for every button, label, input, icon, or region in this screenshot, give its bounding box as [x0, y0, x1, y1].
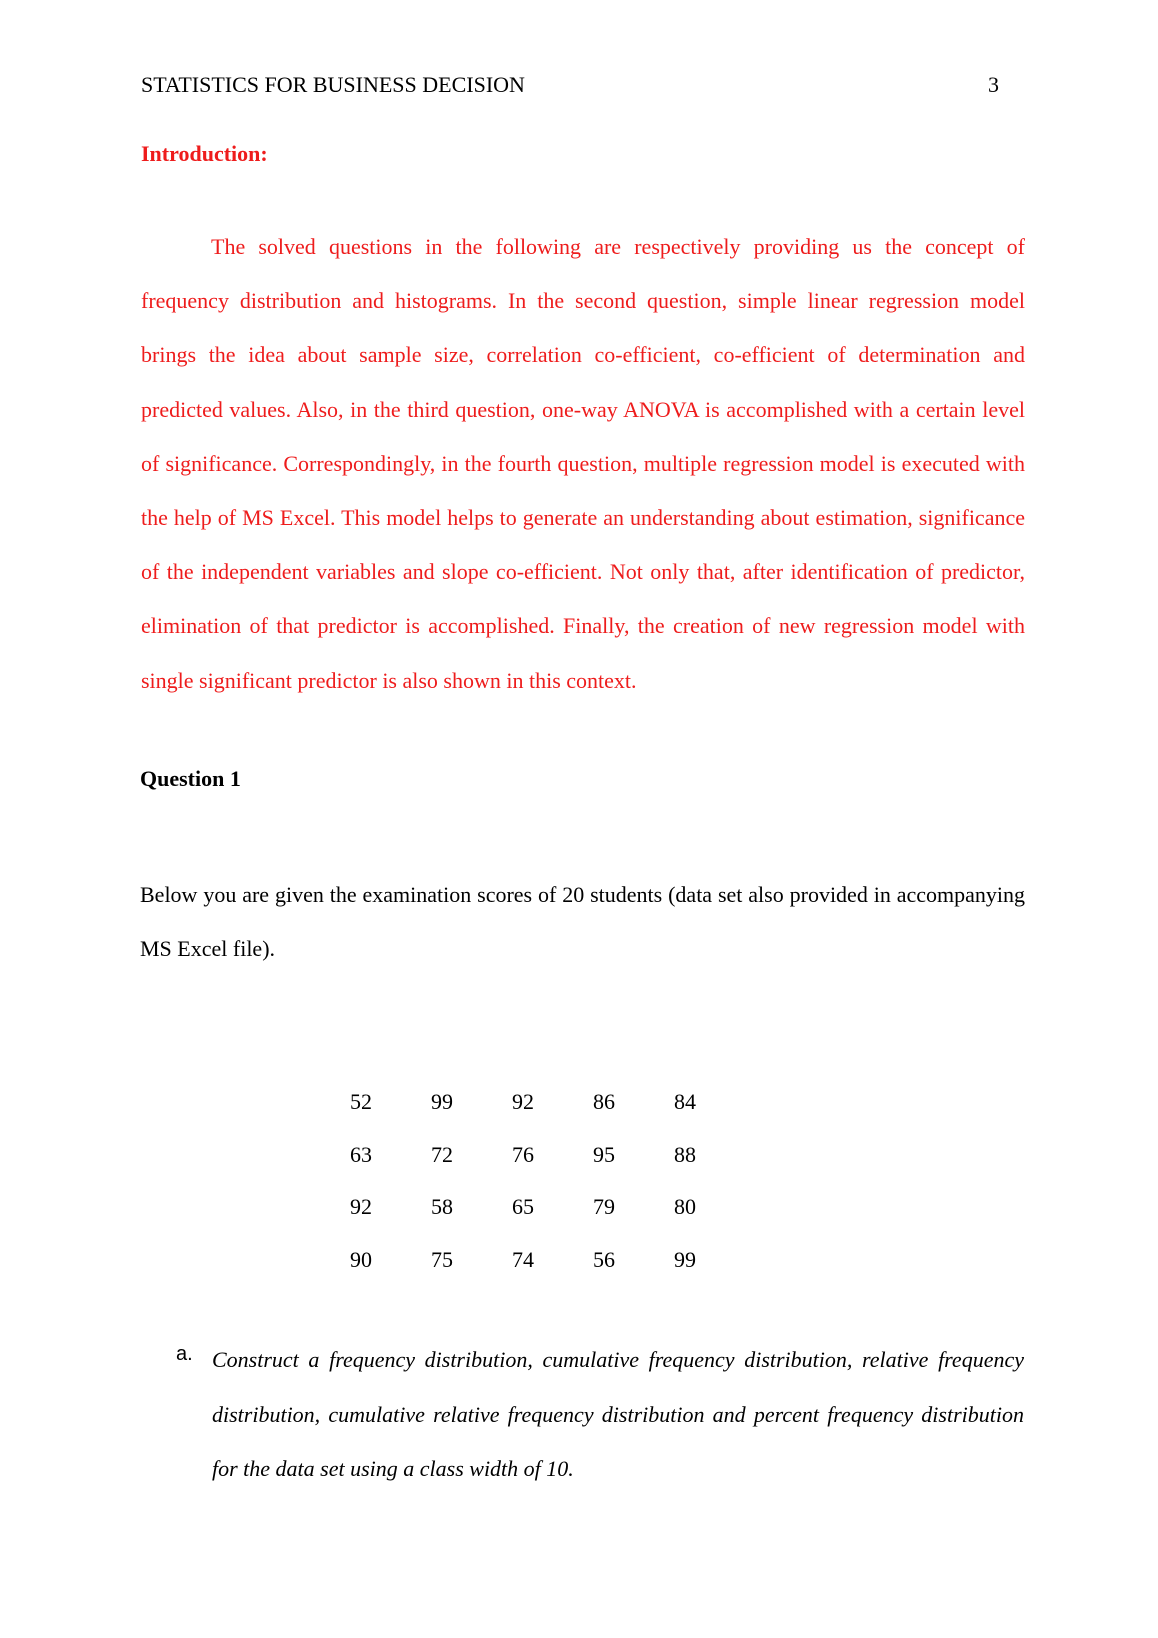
scores-table: [330, 1076, 735, 1286]
running-head: [141, 70, 999, 100]
score-cell: 86: [593, 1089, 615, 1115]
score-cell: 74: [512, 1246, 534, 1272]
score-cell: 79: [593, 1194, 615, 1220]
score-cell: 99: [674, 1246, 696, 1272]
running-head-title: STATISTICS FOR BUSINESS DECISION: [141, 72, 525, 97]
score-cell: 92: [512, 1089, 534, 1115]
question-1-intro: Below you are given the examination scores of 20 students (data set also provided in accompanying MS Excel file).: [140, 882, 1025, 961]
score-cell: 80: [674, 1194, 696, 1220]
table-row: [330, 1234, 735, 1287]
score-cell: 99: [431, 1089, 453, 1115]
table-row: [330, 1129, 735, 1182]
score-cell: 65: [512, 1194, 534, 1220]
score-cell: 72: [431, 1141, 453, 1167]
table-row: [330, 1076, 735, 1129]
table-row: [330, 1181, 735, 1234]
part-a-text: Construct a frequency distribution, cumulative frequency distribution, relative frequency distribution, cumulative relative frequency distribution and percent frequency distribution for the data set using a class width of 10.: [212, 1347, 1024, 1481]
score-cell: 90: [350, 1246, 372, 1272]
score-cell: 52: [350, 1089, 372, 1115]
score-cell: 76: [512, 1141, 534, 1167]
introduction-paragraph: The solved questions in the following are respectively providing us the concept of frequency distribution and histograms. In the second question, simple linear regression model brings the idea about sample size, correlation co-efficient, co-efficient of determination and predicted values. Also, in the third question, one-way ANOVA is accomplished with a certain level of significance. Correspondingly, in the fourth question, multiple regression model is executed with the help of MS Excel. This model helps to generate an understanding about estimation, significance of the independent variables and slope co-efficient. Not only that, after identification of predictor, elimination of that predictor is accomplished. Finally, the creation of new regression model with single significant predictor is also shown in this context.: [141, 234, 1025, 693]
part-a-marker: a.: [176, 1343, 193, 1365]
score-cell: 63: [350, 1141, 372, 1167]
score-cell: 92: [350, 1194, 372, 1220]
question-1-heading: Question 1: [140, 766, 241, 791]
score-cell: 84: [674, 1089, 696, 1115]
score-cell: 75: [431, 1246, 453, 1272]
score-cell: 56: [593, 1246, 615, 1272]
score-cell: 95: [593, 1141, 615, 1167]
score-cell: 58: [431, 1194, 453, 1220]
score-cell: 88: [674, 1141, 696, 1167]
page-number: 3: [988, 72, 999, 97]
introduction-heading: Introduction:: [141, 141, 268, 166]
